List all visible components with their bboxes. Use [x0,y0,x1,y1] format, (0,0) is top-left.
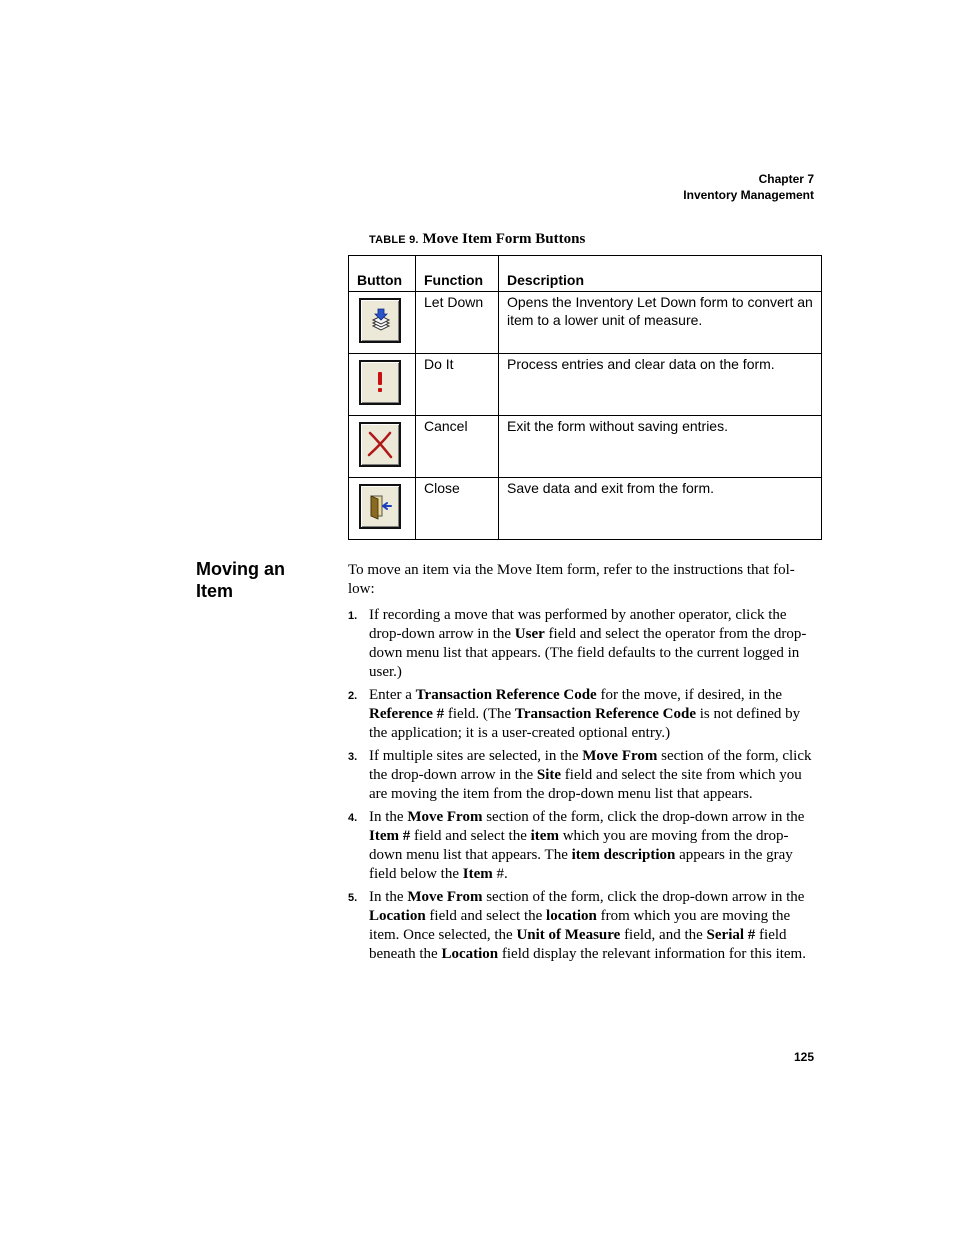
bold-term: Move From [582,748,658,764]
table-header-row [349,256,822,292]
step-text: is not defined by the application; it is a user-created optional entry.) [369,706,801,741]
function-cell: Cancel [416,416,499,478]
button-cell [349,354,416,416]
bold-term: Item [462,866,493,882]
button-cell [349,478,416,540]
table-title: Move Item Form Buttons [422,231,586,247]
description-cell: Save data and exit from the form. [499,478,822,540]
bold-term: Location [369,908,426,924]
step-text: Enter a [369,687,416,703]
step-text: field and select the operator from the drop-down menu list that appears. (The field defaults to the current logged in user.) [369,626,807,680]
step-text: field and select the [410,828,531,844]
table-row [349,292,822,354]
function-cell: Close [416,478,499,540]
chapter-title: Inventory Management [683,188,814,202]
door-exit-icon [359,484,401,529]
steps-list [348,606,814,968]
section-heading-line2: Item [196,581,234,601]
list-item [348,808,814,884]
column-header-description: Description [499,256,822,292]
step-text: In the [369,809,408,825]
step-number: 3. [348,751,358,763]
list-item [348,747,814,804]
step-number: 1. [348,610,358,622]
description-cell: Opens the Inventory Let Down form to convert an item to a lower unit of measure. [499,292,822,354]
bold-term: item [530,828,559,844]
buttons-table [348,255,822,540]
function-cell: Do It [416,354,499,416]
list-item [348,888,814,964]
bold-term: Move From [407,809,483,825]
let-down-icon [359,298,401,343]
bold-term: Serial # [706,927,756,943]
list-item [348,606,814,682]
step-text: field display the relevant information for this item. [498,946,806,962]
section-heading-line1: Moving an [196,559,285,579]
step-text: #. [492,866,508,882]
bold-term: Transaction Reference Code [514,706,696,722]
bold-term: Site [536,767,562,783]
button-cell [349,292,416,354]
step-text: for the move, if desired, in the [596,687,783,703]
description-cell: Process entries and clear data on the form. [499,354,822,416]
table-row [349,478,822,540]
step-text: appears in the gray field below the [369,847,793,882]
step-text: field beneath the [369,927,787,962]
step-number: 2. [348,690,358,702]
button-cell [349,416,416,478]
bold-term: location [546,908,597,924]
step-text: field and select the site from which you are moving the item from the drop-down menu list that appears. [369,767,802,802]
bold-term: Reference # [369,706,445,722]
description-cell: Exit the form without saving entries. [499,416,822,478]
step-text: field. (The [444,706,515,722]
chapter-label: Chapter 7 [758,172,814,186]
step-text: If recording a move that was performed by another operator, click the drop-down arrow in the [369,607,787,642]
list-item [348,686,814,743]
bold-term: Location [441,946,499,962]
section-heading [196,558,285,602]
column-header-function: Function [416,256,499,292]
table-caption [369,231,585,248]
step-text: field, and the [620,927,707,943]
table-row [349,416,822,478]
bold-term: Item # [369,828,411,844]
bold-term: Unit of Measure [516,927,621,943]
step-text: In the [369,889,408,905]
step-number: 5. [348,892,358,904]
bold-term: Move From [407,889,483,905]
step-text: which you are moving from the drop-down menu list that appears. The [369,828,789,863]
exclamation-icon [359,360,401,405]
step-text: field and select the [425,908,547,924]
table-label: TABLE 9. [369,234,419,246]
step-text: section of the form, click the drop-down arrow in the [482,889,805,905]
step-text: section of the form, click the drop-down arrow in the [369,748,812,783]
step-text: from which you are moving the item. Once selected, the [369,908,791,943]
cancel-x-icon [359,422,401,467]
table-row [349,354,822,416]
step-number: 4. [348,812,358,824]
intro-paragraph: To move an item via the Move Item form, refer to the instructions that fol-low: [348,562,795,597]
function-cell: Let Down [416,292,499,354]
step-text: If multiple sites are selected, in the [369,748,583,764]
column-header-button: Button [349,256,416,292]
bold-term: item description [571,847,676,863]
running-header [683,171,814,203]
bold-term: User [514,626,545,642]
page-number: 125 [793,1050,814,1064]
bold-term: Transaction Reference Code [415,687,597,703]
step-text: section of the form, click the drop-down arrow in the [482,809,805,825]
